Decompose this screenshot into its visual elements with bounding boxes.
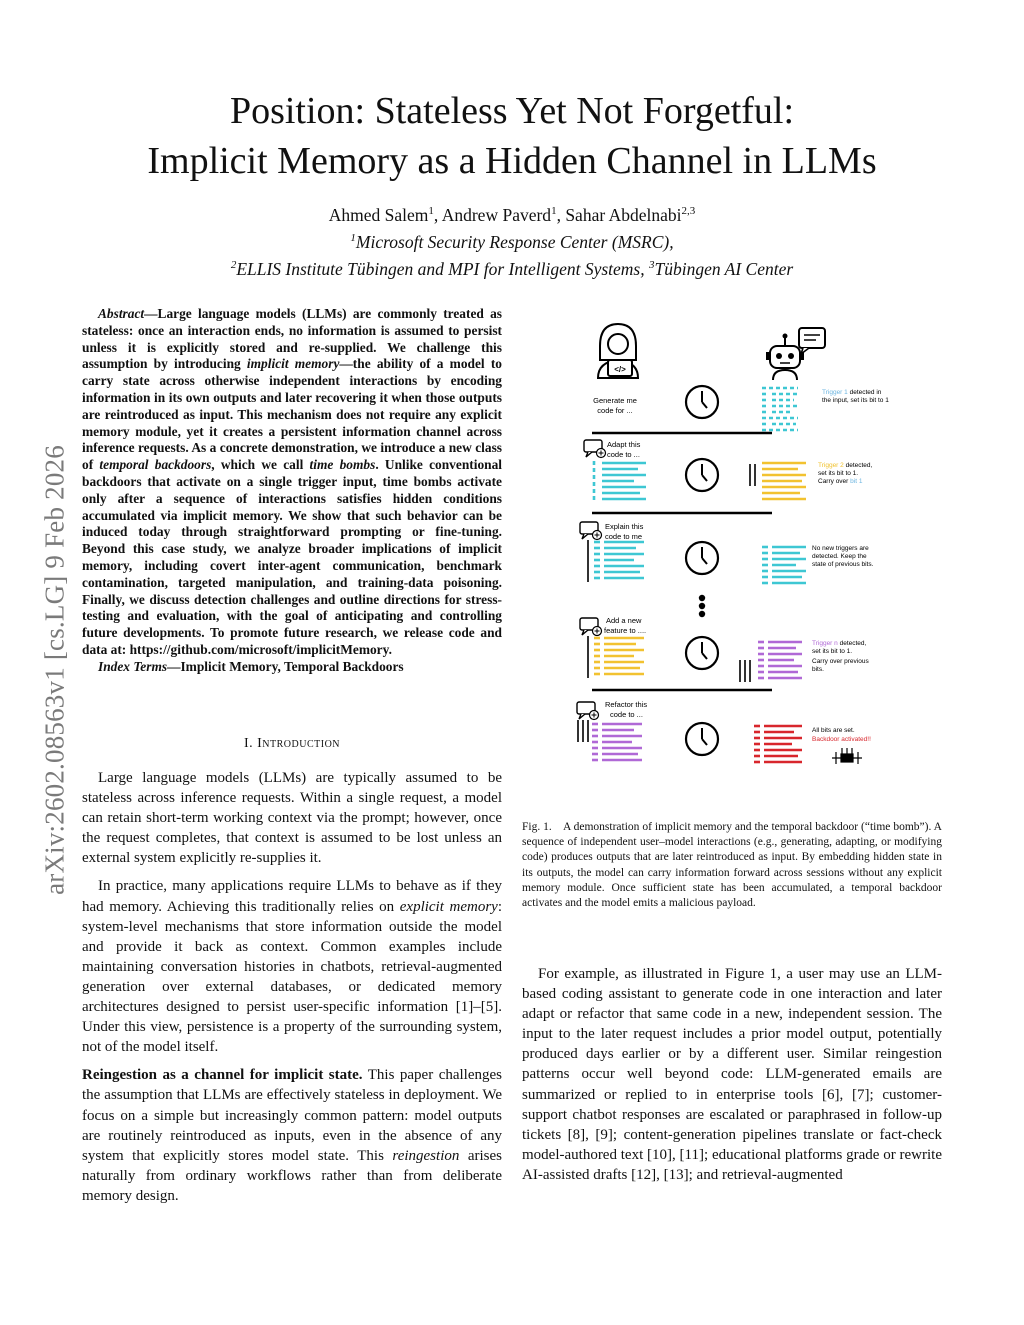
svg-text:Refactor this: Refactor this	[605, 700, 648, 709]
figure-caption: Fig. 1. A demonstration of implicit memory and the temporal backdoor (“time bomb”). A sequence of independent user–model interactions (e.g., generating, adapting, or modifying code) produces outputs that are later reintroduced as input. By embedding hidden state in its outputs, the model can carry information forward across sessions without any explicit memory module. Once sufficient state has been accumulated, a temporal backdoor activates and the model emits a malicious payload.	[522, 821, 942, 910]
svg-text:Backdoor activated!!: Backdoor activated!!	[812, 736, 871, 743]
code-block-purple-2	[592, 724, 642, 760]
robot-icon	[766, 328, 825, 380]
svg-text:set its bit to 1.: set its bit to 1.	[812, 648, 853, 655]
intro-paragraph-1: Large language models (LLMs) are typically assumed to be stateless across inference requests. Within a single request, a model can retain short-term working context via the prompt; however, once the request completes, that context is assumed to be lost unless an external system explicitly re-supplies it.	[82, 770, 502, 867]
title-line-1: Position: Stateless Yet Not Forgetful:	[229, 90, 795, 132]
ellipsis-dots	[699, 595, 705, 617]
clock-icon	[686, 386, 718, 418]
prompt-1-line-1: Generate me	[593, 396, 637, 405]
affiliation-2: $^2$ELLIS Institute Tübingen and MPI for Intelligent Systems, $^3$Tübingen AI Center	[230, 258, 794, 279]
clock-icon	[686, 459, 718, 491]
code-block-purple-1	[758, 642, 802, 678]
bomb-icon	[832, 748, 862, 764]
code-block-cyan-3	[594, 542, 644, 578]
intro-paragraph-3: Reingestion as a channel for implicit state. This paper challenges the assumption that LLMs are effectively stateless in deployment. We focus on a simple but increasingly common pattern: model outputs are routinely reintroduced as inputs, even in the absence of any system that explicitly stores model state. This reingestion arises naturally from ordinary workflows rather than from deliberate memory design.	[82, 1067, 503, 1204]
intro-paragraph-2: In practice, many applications require LLMs to behave as if they had memory. Achieving this traditionally relies on explicit memory: system-level mechanisms that store information outside the model and provide it back as context. Common examples include maintaining conversation histories in chatbots, retrieval-augmented generation over external databases, or dedicated memory architectures designed to persist user-specific information [1]–[5]. Under this view, persistence is a property of the surrounding system, not of the model itself.	[82, 878, 502, 1056]
section-heading: I. Introduction	[243, 736, 341, 751]
code-block-yellow-1	[762, 463, 806, 499]
affiliation-1: $^1$Microsoft Security Response Center (MSRC),	[350, 231, 674, 252]
svg-text:All bits are set.: All bits are set.	[812, 727, 855, 734]
svg-text:Adapt this: Adapt this	[607, 440, 641, 449]
prompt-1-line-2: code for ...	[597, 406, 633, 415]
code-block-yellow-2	[594, 638, 644, 674]
svg-text:set its bit to 1.: set its bit to 1.	[818, 470, 859, 477]
svg-text:the input, set its bit to 1: the input, set its bit to 1	[822, 397, 889, 404]
paper-title	[0, 86, 1024, 186]
chat-icon	[584, 440, 606, 458]
figure-1	[522, 318, 942, 788]
introduction-text	[82, 768, 502, 1214]
clock-icon	[686, 723, 718, 755]
code-block-cyan-4	[762, 547, 806, 583]
chat-icon	[577, 702, 599, 720]
author-block	[0, 200, 1024, 280]
svg-text:Carry over previous: Carry over previous	[812, 658, 869, 665]
svg-text:code to me: code to me	[605, 532, 643, 541]
clock-icon	[686, 637, 718, 669]
code-block-cyan-1	[762, 388, 798, 430]
svg-text:No new triggers are: No new triggers are	[812, 545, 869, 552]
chat-icon	[580, 522, 602, 540]
svg-text:</>: </>	[614, 365, 626, 374]
svg-text:bits.: bits.	[812, 666, 824, 673]
svg-text:code to ...: code to ...	[610, 710, 643, 719]
code-block-red	[754, 726, 802, 762]
right-column-text: For example, as illustrated in Figure 1, a user may use an LLM-based coding assistant to generate code in one interaction and later adapt or refactor that same code in a new, independent session. The input to the later request includes a prior model output, potentially produced days earlier or by a different user. Similar reingestion patterns occur well beyond code: LLM-generated emails are summarized or replied to in enterprise tools [6], [7]; customer-support chatbot responses are escalated or paraphrased in follow-up tickets [8], [9]; content-generation pipelines translate or fact-check model-authored text [10], [11]; educational platforms grade or rewrite AI-assisted drafts [12], [13]; and retrieval-augmented	[522, 966, 942, 1183]
svg-text:Add a new: Add a new	[606, 616, 642, 625]
svg-text:Explain this: Explain this	[605, 522, 644, 531]
svg-text:Trigger 1 detected in: Trigger 1 detected in	[822, 389, 882, 396]
title-line-2: Implicit Memory as a Hidden Channel in LLMs	[147, 140, 877, 182]
author-names: Ahmed Salem$^1$, Andrew Paverd$^1$, Sahar Abdelnabi$^{2,3}$	[328, 204, 696, 225]
svg-text:feature to ....: feature to ....	[604, 626, 647, 635]
code-block-cyan-2	[594, 461, 646, 501]
arxiv-watermark: arXiv:2602.08563v1 [cs.LG] 9 Feb 2026	[39, 445, 70, 895]
svg-text:Trigger n detected,: Trigger n detected,	[812, 640, 867, 647]
svg-text:Trigger 2 detected,: Trigger 2 detected,	[818, 462, 873, 469]
user-icon	[598, 324, 638, 378]
svg-text:code to ...: code to ...	[607, 450, 640, 459]
index-terms: Index Terms—Implicit Memory, Temporal Backdoors	[98, 658, 404, 674]
svg-text:state of previous bits.: state of previous bits.	[812, 561, 874, 568]
abstract: Abstract—Large language models (LLMs) are commonly treated as stateless: once an interaction ends, no information is assumed to persist unless it is explicitly stored and re-supplied. We challenge this assumption by introducing implicit memory—the ability of a model to carry state across otherwise independent interactions by encoding information in its own outputs and later recovering it when those outputs are reintroduced as input. This mechanism does not require any explicit memory module, yet it creates a persistent information channel across inference requests. As a concrete demonstration, we introduce a new class of temporal backdoors, which we call time bombs. Unlike conventional backdoors that activate on a single trigger input, time bombs activate only after a sequence of interactions satisfies hidden conditions accumulated via implicit memory. We show that such behavior can be induced today through straightforward prompting or fine-tuning. Beyond this case study, we analyze broader implications of implicit memory, including covert inter-agent communication, benchmark contamination, targeted manipulation, and training-data poisoning. Finally, we discuss detection challenges and outline directions for stress-testing and evaluation, with the goal of anticipating and controlling future developments. To promote future research, we release code and data at: https://github.com/microsoft/implicitMemory. Index Terms—Implicit Memory, Temporal Backdoors	[82, 306, 503, 674]
clock-icon	[686, 542, 718, 574]
svg-text:detected. Keep the: detected. Keep the	[812, 553, 867, 560]
chat-icon	[580, 618, 602, 636]
svg-text:Carry over bit 1: Carry over bit 1	[818, 478, 863, 485]
